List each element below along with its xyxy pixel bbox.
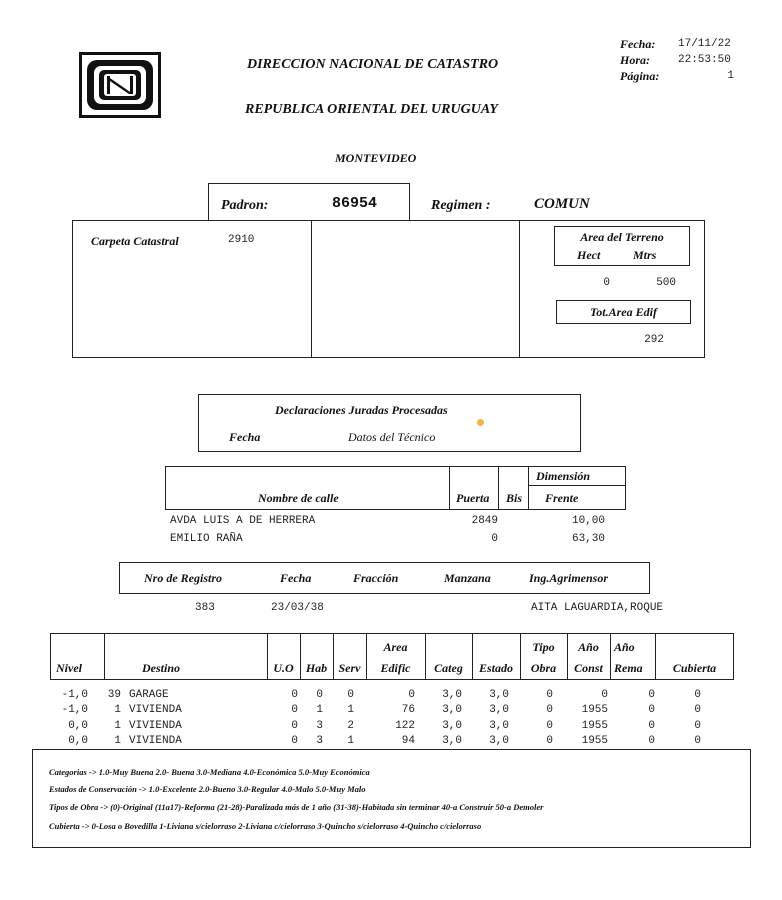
mtrs-value: 500 [656,277,676,289]
unidad-estado: 3,0 [489,720,509,732]
legend-tipos: Tipos de Obra -> (0)-Original (11a17)-Reforma (21-28)-Paralizada más de 1 año (31-38)-Habitada sin terminar 40-a Construir 50-a Demoler [49,802,544,812]
unidad-nivel: -1,0 [61,704,88,716]
anio-const-header-1: Año [578,640,599,654]
unidad-const: 1955 [581,720,608,732]
calle-row-2-nombre: EMILIO RAÑA [170,533,243,545]
tipo-header-1: Tipo [532,640,555,654]
unidad-cod: 1 [114,704,121,716]
unidad-hab: 1 [316,704,323,716]
unidad-serv: 2 [347,720,354,732]
unidad-rema: 0 [648,704,655,716]
dimension-header: Dimensión [535,469,590,483]
hora-label: Hora: [620,53,650,67]
unidad-rema: 0 [648,720,655,732]
fecha-value: 17/11/22 [678,38,731,50]
unidad-hab: 0 [316,689,323,701]
manzana-header: Manzana [444,571,491,585]
registro-fecha: 23/03/38 [271,602,324,614]
carpeta-value: 2910 [228,234,255,246]
unidad-rema: 0 [648,689,655,701]
padron-value: 86954 [332,195,378,212]
unidad-hab: 3 [316,735,323,747]
unidad-cod: 1 [114,720,121,732]
legend-categorias: Categorias -> 1.0-Muy Buena 2.0- Buena 3.0-Mediana 4.0-Económica 5.0-Muy Económica [49,767,370,777]
regimen-label: Regimen : [431,198,491,213]
unidad-area: 76 [401,704,415,716]
unidad-area: 0 [408,689,415,701]
calle-row-1-puerta: 2849 [471,515,498,527]
anio-const-header-2: Const [574,661,603,675]
pagina-label: Página: [620,69,660,83]
registro-agrimensor: AITA LAGUARDIA,ROQUE [531,602,664,614]
unidad-cubierta: 0 [694,689,701,701]
anio-rema-header-1: Año [614,640,635,654]
unidad-cubierta: 0 [694,735,701,747]
calle-row-2-frente: 63,30 [571,533,605,545]
unidad-uo: 0 [291,720,298,732]
unidad-rema: 0 [648,735,655,747]
unidad-const: 1955 [581,735,608,747]
unidad-estado: 3,0 [489,704,509,716]
title-republica: REPUBLICA ORIENTAL DEL URUGUAY [245,102,498,117]
city: MONTEVIDEO [335,151,417,165]
legend-cubierta: Cubierta -> 0-Losa o Bovedilla 1-Liviana s/cielorraso 2-Liviana c/cielorraso 3-Quincho s/cielorraso 4-Quincho c/cielorraso [49,821,482,831]
hect-value: 0 [603,277,610,289]
unidad-nivel: 0,0 [68,720,88,732]
unidad-cod: 39 [107,689,121,701]
catastro-logo [79,52,161,118]
unidad-serv: 1 [347,735,354,747]
declaraciones-tecnico-label: Datos del Técnico [348,430,436,444]
unidad-nivel: 0,0 [68,735,88,747]
mtrs-label: Mtrs [633,248,657,262]
accent-dot [477,419,484,426]
unidad-destino: VIVIENDA [129,735,182,747]
categ-header: Categ [434,661,463,675]
registro-nro: 383 [195,602,215,614]
unidad-categ: 3,0 [442,720,462,732]
frente-header: Frente [545,491,579,505]
fraccion-header: Fracción [353,571,399,585]
uo-header: U.O [273,661,294,675]
unidad-const: 1955 [581,704,608,716]
agrimensor-header: Ing.Agrimensor [529,571,609,585]
unidad-hab: 3 [316,720,323,732]
padron-label: Padron: [221,198,269,213]
unidad-tipo: 0 [546,735,553,747]
unidad-uo: 0 [291,704,298,716]
unidad-cubierta: 0 [694,720,701,732]
unidad-const: 0 [601,689,608,701]
regimen-value: COMUN [534,196,590,212]
fecha-registro-header: Fecha [280,571,312,585]
unidad-serv: 0 [347,689,354,701]
unidad-cod: 1 [114,735,121,747]
puerta-header: Puerta [456,491,490,505]
legend-box [32,749,751,848]
unidad-uo: 0 [291,689,298,701]
edif-label: Tot.Area Edif [590,305,657,319]
tipo-header-2: Obra [530,661,557,675]
edif-value: 292 [644,334,664,346]
area-header-1: Area [383,640,408,654]
unidad-destino: VIVIENDA [129,720,182,732]
nivel-header: Nivel [56,661,82,675]
destino-header: Destino [142,661,181,675]
unidad-categ: 3,0 [442,689,462,701]
declaraciones-title: Declaraciones Juradas Procesadas [275,403,448,417]
unidad-area: 94 [401,735,415,747]
terreno-title: Area del Terreno [580,230,664,244]
anio-rema-header-2: Rema [614,661,643,675]
hora-value: 22:53:50 [678,54,731,66]
unidad-serv: 1 [347,704,354,716]
calle-row-2-puerta: 0 [491,533,498,545]
unidad-uo: 0 [291,735,298,747]
nro-registro-header: Nro de Registro [144,571,222,585]
unidad-estado: 3,0 [489,689,509,701]
fecha-label: Fecha: [620,37,656,51]
estado-header: Estado [478,661,513,675]
unidad-area: 122 [395,720,415,732]
unidad-destino: VIVIENDA [129,704,182,716]
carpeta-label: Carpeta Catastral [91,234,179,248]
unidad-nivel: -1,0 [61,689,88,701]
unidad-categ: 3,0 [442,735,462,747]
legend-conservacion: Estados de Conservación -> 1.0-Excelente 2.0-Bueno 3.0-Regular 4.0-Malo 5.0-Muy Malo [49,784,366,794]
hab-header: Hab [305,661,328,675]
unidad-tipo: 0 [546,704,553,716]
hect-label: Hect [577,248,601,262]
calle-row-1-frente: 10,00 [571,515,605,527]
serv-header: Serv [338,661,361,675]
title-direccion: DIRECCION NACIONAL DE CATASTRO [247,57,499,72]
unidad-categ: 3,0 [442,704,462,716]
bis-header: Bis [506,491,523,505]
nombre-calle-header: Nombre de calle [258,491,339,505]
calle-row-1-nombre: AVDA LUIS A DE HERRERA [170,515,316,527]
unidad-tipo: 0 [546,689,553,701]
cubierta-header: Cubierta [672,661,717,675]
unidad-destino: GARAGE [129,689,169,701]
unidad-estado: 3,0 [489,735,509,747]
declaraciones-fecha-label: Fecha [229,430,261,444]
area-header-2: Edific [380,661,411,675]
pagina-value: 1 [727,70,734,82]
unidad-tipo: 0 [546,720,553,732]
unidad-cubierta: 0 [694,704,701,716]
